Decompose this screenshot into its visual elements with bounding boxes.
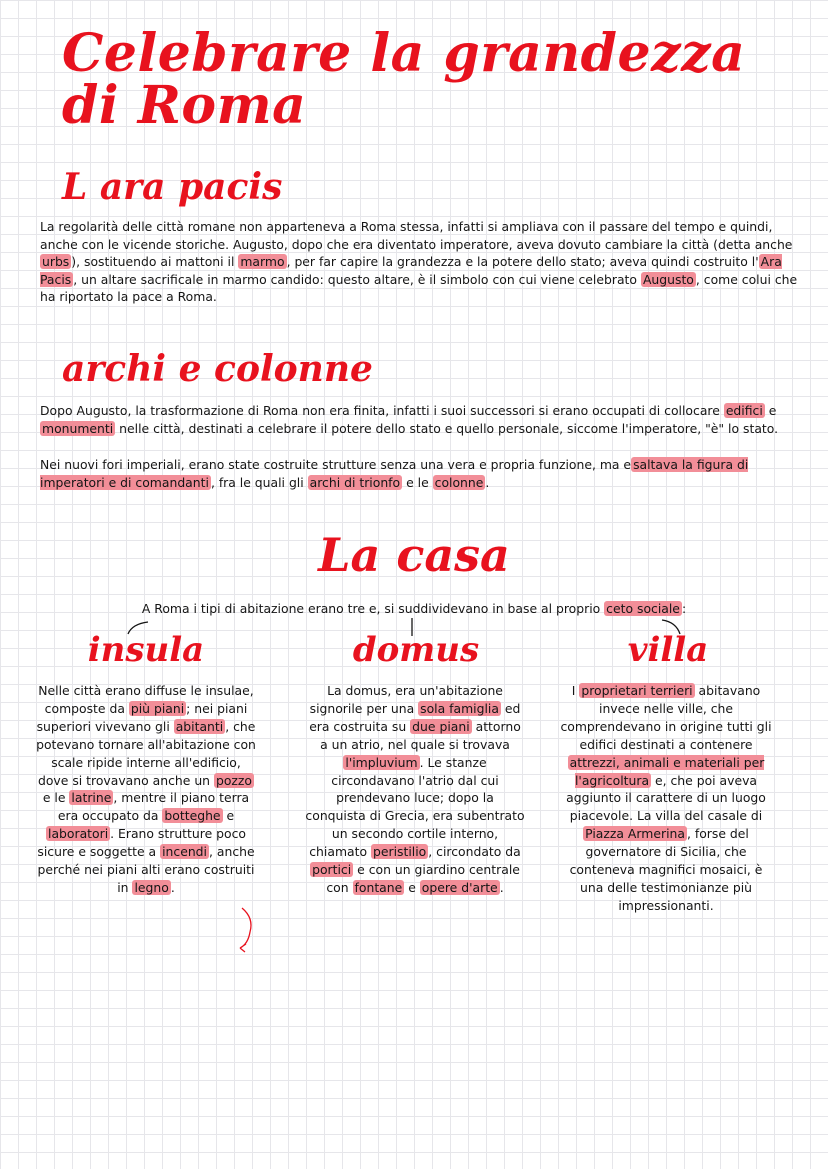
text-run: , anche perché nei piani alti erano costruiti in xyxy=(37,844,255,895)
text-run: ), sostituendo ai mattoni il xyxy=(71,254,239,269)
highlighted-term: Ara Pacis xyxy=(40,254,782,287)
domus-text xyxy=(305,682,525,897)
text-run: La domus, era un'abitazione signorile per una xyxy=(309,683,503,716)
highlighted-term: archi di trionfo xyxy=(309,474,401,490)
text-run: e, che poi aveva aggiunto il carattere di un luogo piacevole. La villa del casale di xyxy=(566,772,766,824)
text-run: La regolarità delle città romane non apparteneva a Roma stessa, infatti si ampliava con il passare del tempo e quindi, anche con le vicende storiche. Augusto, dopo che era diventato imperatore, aveva dovuto cambiare la città (detta anche xyxy=(40,219,793,252)
highlighted-term: peristilio xyxy=(373,844,427,860)
highlighted-term: laboratori xyxy=(48,826,109,842)
text-run: e xyxy=(404,879,420,895)
highlighted-term: fontane xyxy=(354,879,403,895)
highlighted-term: colonne xyxy=(434,474,484,490)
text-run: ; nei piani superiori vivevano gli xyxy=(36,700,248,734)
highlighted-term: edifici xyxy=(725,403,763,418)
text-run: , fra le quali gli xyxy=(210,474,308,490)
column-heading-insula: insula xyxy=(87,630,205,670)
highlighted-term: legno xyxy=(134,879,169,895)
highlighted-term: urbs xyxy=(42,254,70,269)
text-run: e le xyxy=(402,474,433,490)
text-run: . xyxy=(485,474,490,490)
insula-text xyxy=(36,682,256,897)
archi-paragraph-1 xyxy=(40,402,800,437)
ara-pacis-paragraph xyxy=(40,218,800,306)
text-run: e xyxy=(764,403,777,418)
text-run: attorno a un atrio, nel quale si trovava xyxy=(320,718,521,752)
section-heading-ara-pacis: L ara pacis xyxy=(62,166,283,208)
text-run: , come colui che ha riportato la pace a Roma. xyxy=(40,271,798,304)
highlighted-term: opere d'arte xyxy=(421,879,498,895)
text-run: , circondato da xyxy=(428,844,521,860)
highlighted-term: attrezzi, animali e materiali per l'agricoltura xyxy=(569,754,765,788)
column-heading-villa: villa xyxy=(627,630,709,670)
column-heading-domus: domus xyxy=(352,630,480,670)
text-run: : xyxy=(681,601,687,616)
highlighted-term: l'impluvium xyxy=(345,754,418,770)
highlighted-term: monumenti xyxy=(42,420,114,436)
villa-text xyxy=(556,682,776,915)
text-run: . xyxy=(499,879,504,895)
highlighted-term: sola famiglia xyxy=(420,700,499,716)
text-run: , mentre il piano terra era occupato da xyxy=(57,790,250,824)
highlighted-term: pozzo xyxy=(215,772,253,788)
text-run: , un altare sacrificale in marmo candido: questo altare, è il simbolo con cui viene celebrato xyxy=(73,271,641,287)
text-run: e le xyxy=(42,790,70,806)
highlighted-term: ceto sociale xyxy=(606,601,680,616)
highlighted-term: Augusto xyxy=(642,271,694,287)
section-heading-archi: archi e colonne xyxy=(62,348,373,390)
text-run: ed era costruita su xyxy=(309,700,521,734)
highlighted-term: latrine xyxy=(71,790,112,806)
text-run: . Erano strutture poco sicure e soggette a xyxy=(37,826,246,860)
highlighted-term: Piazza Armerina xyxy=(585,826,685,842)
highlighted-term: proprietari terrieri xyxy=(581,683,693,698)
text-run: , per far capire la grandezza e la potere dello stato; aveva quindi costruito l' xyxy=(286,254,759,269)
highlighted-term: due piani xyxy=(412,718,470,734)
highlighted-term: saltava la figura di imperatori e di comandanti xyxy=(40,457,749,490)
text-run: . xyxy=(170,879,175,895)
archi-paragraph-2 xyxy=(40,456,800,491)
page-title: Celebrare la grandezza di Roma xyxy=(62,23,746,136)
text-run: A Roma i tipi di abitazione erano tre e, si suddividevano in base al proprio xyxy=(141,601,605,616)
text-run: , che potevano tornare all'abitazione con scale ripide interne all'edificio, dove si trovavano anche un xyxy=(36,718,256,788)
bracket-arrow xyxy=(236,904,260,956)
section-heading-casa: La casa xyxy=(318,528,510,582)
text-run: I xyxy=(571,683,580,698)
text-run: , forse del governatore di Sicilia, che conteneva magnifici mosaici, è una delle testimonianze più impressionanti. xyxy=(569,826,763,913)
highlighted-term: marmo xyxy=(240,254,285,269)
text-run: Nelle città erano diffuse le insulae, composte da xyxy=(38,683,254,716)
text-run: Nei nuovi fori imperiali, erano state costruite strutture senza una vera e propria funzione, ma e xyxy=(40,457,632,472)
text-run: abitavano invece nelle ville, che comprendevano in origine tutti gli edifici destinati a contenere xyxy=(560,683,772,752)
highlighted-term: portici xyxy=(312,862,352,878)
text-run: e con un giardino centrale con xyxy=(326,862,520,895)
text-run: e xyxy=(222,808,235,824)
text-run: nelle città, destinati a celebrare il potere dello stato e quello personale, siccome l'imperatore, "è" lo stato. xyxy=(115,420,779,436)
highlighted-term: botteghe xyxy=(164,808,221,824)
text-run: Dopo Augusto, la trasformazione di Roma non era finita, infatti i suoi successori si erano occupati di collocare xyxy=(40,403,724,418)
highlighted-term: più piani xyxy=(130,700,185,716)
highlighted-term: incendi xyxy=(162,844,207,860)
highlighted-term: abitanti xyxy=(175,718,224,734)
text-run: . Le stanze circondavano l'atrio dal cui prendevano luce; dopo la conquista di Grecia, era subentrato un secondo cortile interno, chiamato xyxy=(305,754,525,860)
